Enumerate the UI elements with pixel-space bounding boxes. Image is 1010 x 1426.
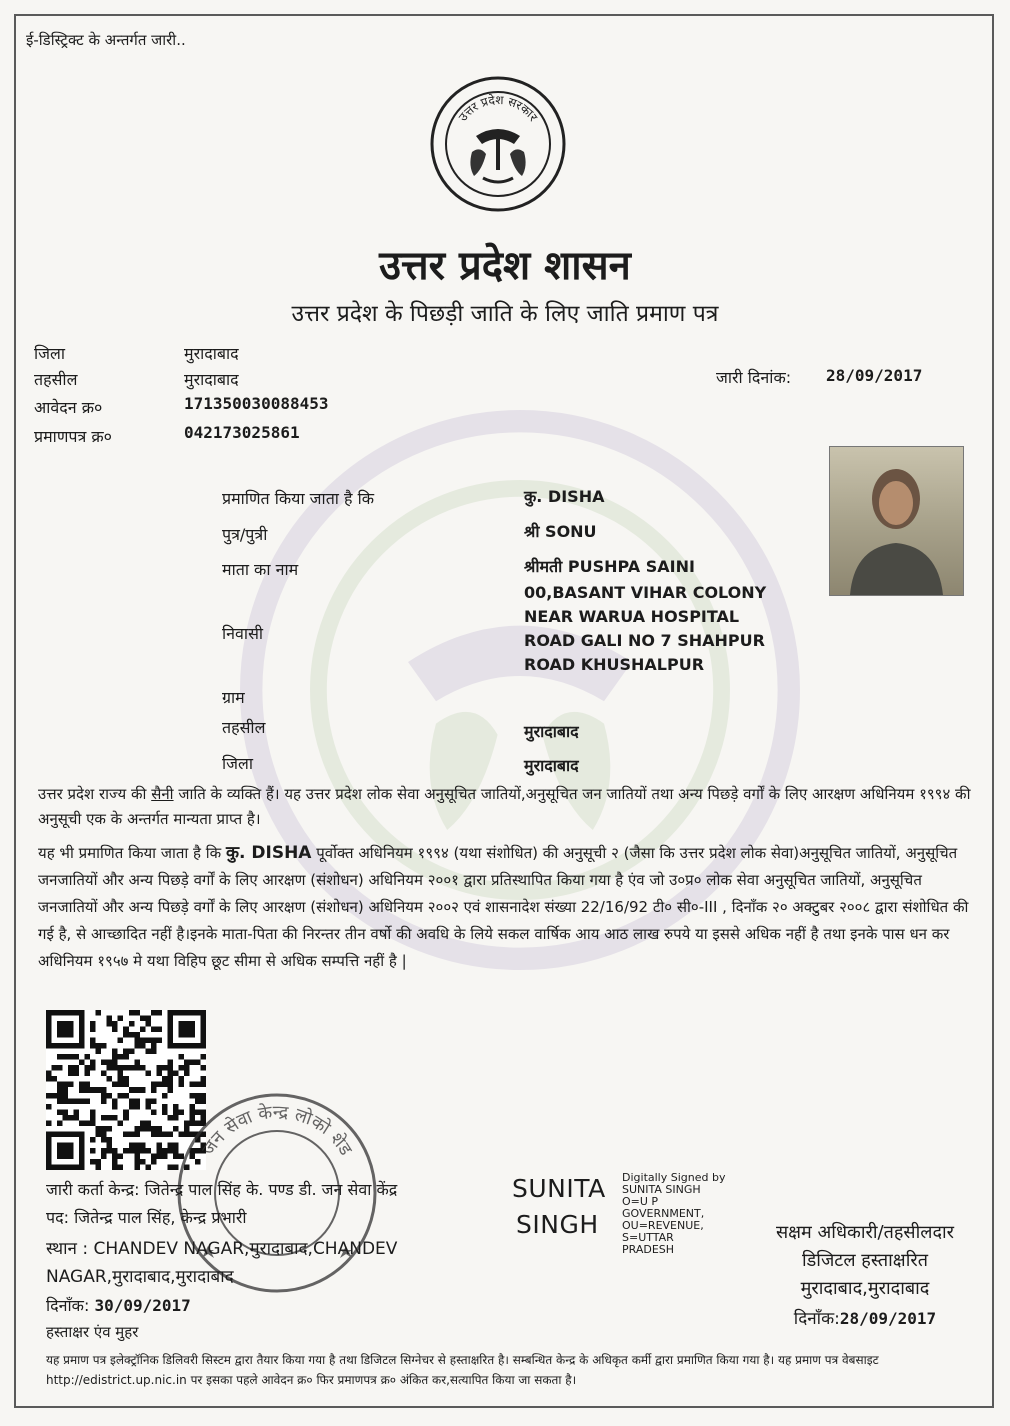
details-district-label: जिला — [222, 754, 254, 773]
signature-detail-line: SUNITA SINGH — [622, 1183, 701, 1196]
signature-detail-line: S=UTTAR — [622, 1231, 674, 1244]
address-line-4: ROAD KHUSHALPUR — [524, 655, 705, 674]
details-tehsil-value: मुरादाबाद — [524, 722, 579, 741]
paragraph2-prefix: यह भी प्रमाणित किया जाता है कि — [38, 844, 226, 862]
parent-label: पुत्र/पुत्री — [222, 525, 268, 544]
paragraph1-prefix: उत्तर प्रदेश राज्य की — [38, 785, 152, 803]
page-subtitle: उत्तर प्रदेश के पिछड़ी जाति के लिए जाति प्रमाण पत्र — [291, 301, 719, 327]
issuer-date-label: दिनाँक: — [46, 1296, 90, 1315]
signature-detail-line: O=U P — [622, 1195, 659, 1208]
meta-certificate-label: प्रमाणपत्र क्र० — [34, 427, 112, 446]
issue-date-label: जारी दिनांक: — [716, 368, 792, 387]
issuer-place-line1: CHANDEV NAGAR,मुरादाबाद,CHANDEV — [93, 1239, 398, 1259]
caste-name: सैनी — [151, 785, 174, 803]
signature-detail-line: GOVERNMENT, — [622, 1207, 705, 1220]
signature-detail-line: Digitally Signed by — [622, 1171, 726, 1184]
authority-date-label: दिनाँक: — [793, 1309, 840, 1329]
issuer-place-line2: NAGAR,मुरादाबाद,मुरादाबाद — [46, 1267, 234, 1287]
signature-detail-line: PRADESH — [622, 1243, 675, 1256]
address-line-3: ROAD GALI NO 7 SHAHPUR — [524, 631, 765, 650]
authority-date-row — [740, 1306, 990, 1329]
issued-note: ई-डिस्ट्रिक्ट के अन्तर्गत जारी.. — [26, 31, 186, 49]
paragraph2-name: कु. DISHA — [225, 843, 312, 863]
meta-application-value: 171350030088453 — [184, 394, 329, 413]
svg-text:उत्तर प्रदेश सरकार — [456, 93, 541, 125]
address-line-1: 00,BASANT VIHAR COLONY — [524, 583, 767, 602]
paragraph2-text: पूर्वोक्त अधिनियम १९९४ (यथा संशोधित) की अनुसूची २ (जैसा कि उत्तर प्रदेश लोक सेवा)अनुसूचित जातियों, अनुसूचित जनजातियों और अन्य पिछड़े वर्गों के लिए आरक्षण (संशोधन) अधिनियम २००१ द्वारा प्रतिस्थापित किया गया है एंव जो उ०प्र० लोक सेवा अनुसूचित जातियों, अनुसूचित जनजातियों और अन्य पिछड़े वर्गों के लिए आरक्षण (संशोधन) अधिनियम २००२ एवं शासनादेश संख्या 22/16/92 टी० सी०-III , दिनाँक २० अक्टुबर २००८ द्वारा संशोधित की गई है, से आच्छादित नहीं है।इनके माता-पिता की निरन्तर तीन वर्षो की अवधि के लिये सकल वार्षिक आय आठ लाख रुपये या इससे अधिक नहीं है तथा इनके पास धन कर अधिनियम १९५७ मे यथा विहिप छूट सीमा से अधिक सम्पत्ति नहीं है | — [38, 844, 969, 970]
address-line-2: NEAR WARUA HOSPITAL — [524, 607, 740, 626]
meta-application-label: आवेदन क्र० — [34, 398, 103, 417]
issuer-date-value: 30/09/2017 — [94, 1296, 191, 1315]
issuer-place-label: स्थान : — [46, 1239, 89, 1259]
meta-district-value: मुरादाबाद — [184, 344, 239, 363]
issuer-sign-label: हस्ताक्षर एंव मुहर — [46, 1323, 139, 1341]
paragraph-caste — [38, 782, 982, 832]
footer-note: यह प्रमाण पत्र इलेक्ट्रॉनिक डिलिवरी सिस्टम द्वारा तैयार किया गया है तथा डिजिटल सिग्नेचर से हस्ताक्षरित है। सम्बन्धित केन्द्र के अधिकृत कर्मी द्वारा प्रमाणित किया गया है। यह प्रमाण पत्र वेबसाइट http://edistrict.up.nic.in पर इसका पहले आवेदन क्र० फिर प्रमाणपत्र क्र० अंकित कर,सत्यापित किया जा सकता है। — [46, 1353, 879, 1387]
mother-value: श्रीमती PUSHPA SAINI — [524, 557, 695, 576]
signature-last-name: SINGH — [516, 1210, 599, 1239]
details-tehsil-label: तहसील — [222, 718, 266, 737]
emblem-label: उत्तर प्रदेश सरकार — [455, 92, 541, 124]
mother-label: माता का नाम — [222, 560, 299, 579]
meta-tehsil-value: मुरादाबाद — [184, 370, 239, 389]
issue-date-value: 28/09/2017 — [826, 366, 923, 385]
paragraph-certification — [38, 840, 982, 975]
certified-value: कु. DISHA — [524, 487, 605, 506]
parent-value: श्री SONU — [524, 522, 597, 541]
page-title: उत्तर प्रदेश शासन — [379, 243, 631, 289]
signature-detail-line: OU=REVENUE, — [622, 1219, 704, 1232]
authority-digital: डिजिटल हस्ताक्षरित — [802, 1250, 928, 1271]
signature-details — [622, 1172, 725, 1256]
issuer-centre-value: जितेन्द्र पाल सिंह के. पण्ड डी. जन सेवा केंद्र — [144, 1180, 398, 1199]
issuer-post-label: पद: — [46, 1208, 69, 1227]
applicant-photo — [829, 446, 964, 596]
meta-certificate-value: 042173025861 — [184, 423, 300, 442]
issuer-place-row — [46, 1236, 397, 1259]
authority-date-value: 28/09/2017 — [839, 1309, 937, 1328]
paragraph1-suffix: जाति के व्यक्ति हैं। यह उत्तर प्रदेश लोक सेवा अनुसूचित जातियों,अनुसूचित जन जातियों तथा अन्य पिछड़े वर्गों के लिए आरक्षण अधिनियम १९९४ की अनुसूची एक के अन्तर्गत मान्यता प्राप्त है। — [38, 785, 971, 828]
issuer-date-row — [46, 1294, 191, 1316]
person-icon — [830, 447, 963, 595]
village-label: ग्राम — [222, 688, 245, 707]
certified-label: प्रमाणित किया जाता है कि — [222, 489, 375, 508]
stamp-text: जन सेवा केन्द्र लोको शेड — [197, 1101, 357, 1160]
issuer-centre-label: जारी कर्ता केन्द्र: — [46, 1180, 140, 1199]
meta-district-label: जिला — [34, 344, 66, 363]
issuer-post-row — [46, 1206, 247, 1228]
authority-place: मुरादाबाद,मुरादाबाद — [800, 1278, 930, 1299]
resident-label: निवासी — [222, 624, 264, 643]
authority-title: सक्षम अधिकारी/तहसीलदार — [775, 1222, 955, 1243]
issuer-post-value: जितेन्द्र पाल सिंह, केन्द्र प्रभारी — [74, 1208, 247, 1227]
issuer-centre-row — [46, 1178, 397, 1200]
up-emblem-icon — [428, 74, 568, 214]
meta-tehsil-label: तहसील — [34, 370, 78, 389]
details-district-value: मुरादाबाद — [524, 756, 579, 775]
signature-first-name: SUNITA — [512, 1174, 606, 1203]
